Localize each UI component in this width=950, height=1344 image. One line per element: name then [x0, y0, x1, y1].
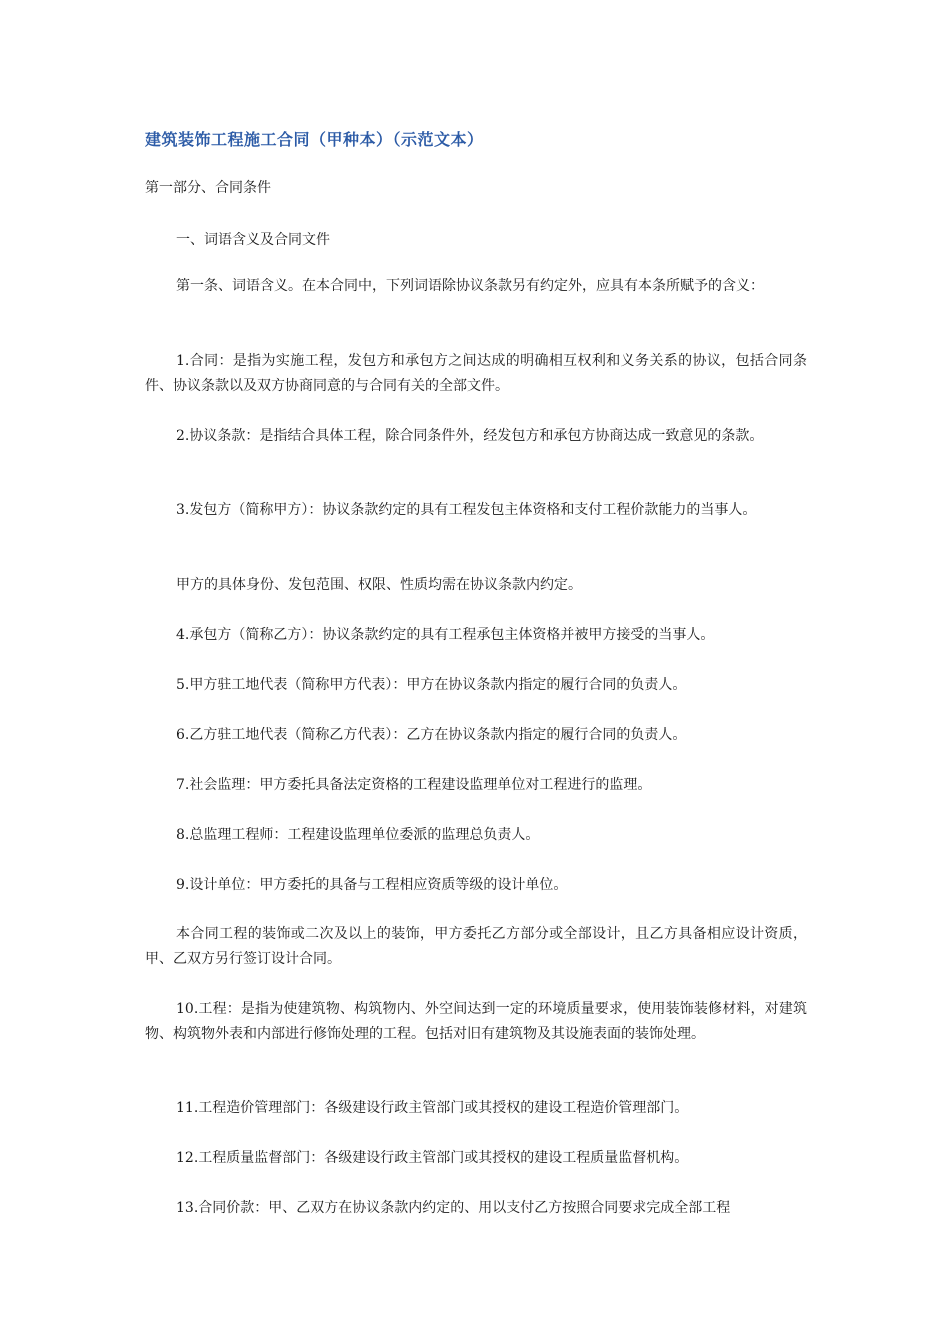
document-title: 建筑装饰工程施工合同（甲种本）（示范文本） [145, 130, 484, 149]
chapter-heading: 一、词语含义及合同文件 [176, 232, 330, 248]
paragraph-item-4: 4.承包方（简称乙方）：协议条款约定的具有工程承包主体资格并被甲方接受的当事人。 [176, 627, 715, 643]
paragraph-item-9: 9.设计单位：甲方委托的具备与工程相应资质等级的设计单位。 [176, 877, 568, 893]
paragraph-item-3-note: 甲方的具体身份、发包范围、权限、性质均需在协议条款内约定。 [176, 577, 582, 593]
paragraph-item-1: 1.合同：是指为实施工程，发包方和承包方之间达成的明确相互权利和义务关系的协议，包括合同条件、协议条款以及双方协商同意的与合同有关的全部文件。 [145, 353, 807, 394]
paragraph-item-3: 3.发包方（简称甲方）：协议条款约定的具有工程发包主体资格和支付工程价款能力的当事人。 [176, 502, 757, 518]
paragraph-item-12: 12.工程质量监督部门：各级建设行政主管部门或其授权的建设工程质量监督机构。 [176, 1150, 689, 1166]
paragraph-item-10: 10.工程：是指为使建筑物、构筑物内、外空间达到一定的环境质量要求，使用装饰装修材料，对建筑物、构筑物外表和内部进行修饰处理的工程。包括对旧有建筑物及其设施表面的装饰处理。 [145, 1001, 807, 1042]
paragraph-item-9-note: 本合同工程的装饰或二次及以上的装饰，甲方委托乙方部分或全部设计，且乙方具备相应设计资质，甲、乙双方另行签订设计合同。 [145, 926, 807, 967]
paragraph-item-7: 7.社会监理：甲方委托具备法定资格的工程建设监理单位对工程进行的监理。 [176, 777, 652, 793]
part-heading: 第一部分、合同条件 [145, 180, 271, 196]
paragraph-item-5: 5.甲方驻工地代表（简称甲方代表）：甲方在协议条款内指定的履行合同的负责人。 [176, 677, 687, 693]
paragraph-article-1: 第一条、词语含义。在本合同中，下列词语除协议条款另有约定外，应具有本条所赋予的含义： [176, 278, 764, 294]
paragraph-item-2: 2.协议条款：是指结合具体工程，除合同条件外，经发包方和承包方协商达成一致意见的条款。 [176, 428, 764, 444]
paragraph-item-8: 8.总监理工程师：工程建设监理单位委派的监理总负责人。 [176, 827, 540, 843]
paragraph-item-6: 6.乙方驻工地代表（简称乙方代表）：乙方在协议条款内指定的履行合同的负责人。 [176, 727, 687, 743]
paragraph-item-13: 13.合同价款：甲、乙双方在协议条款内约定的、用以支付乙方按照合同要求完成全部工程 [176, 1200, 731, 1216]
paragraph-item-11: 11.工程造价管理部门：各级建设行政主管部门或其授权的建设工程造价管理部门。 [176, 1100, 689, 1116]
